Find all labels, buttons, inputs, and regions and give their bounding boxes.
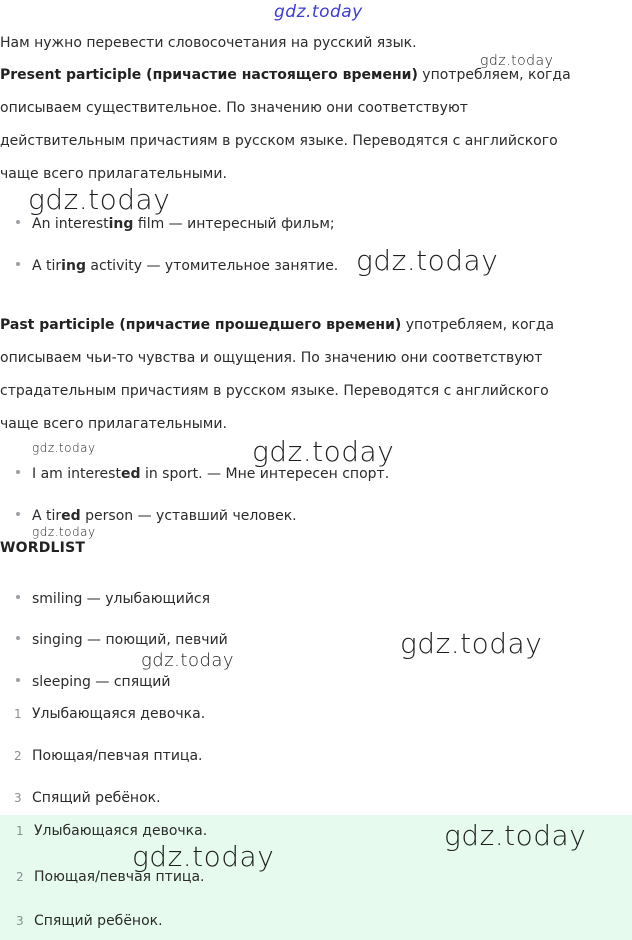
watermark: gdz.today bbox=[132, 840, 275, 873]
present-participle-paragraph bbox=[0, 59, 620, 191]
answer-item: 1 Улыбающаяся девочка. bbox=[16, 823, 208, 839]
watermark: gdz.today bbox=[28, 183, 171, 216]
list-item: I am interested in sport. — Мне интересен спорт. bbox=[16, 466, 389, 482]
watermark: gdz.today bbox=[141, 650, 235, 671]
present-line3: действительным причастиям в русском языке. Переводятся с английского bbox=[0, 133, 558, 149]
present-line4: чаще всего прилагательными. bbox=[0, 166, 227, 182]
bullet-icon bbox=[16, 678, 20, 682]
list-item: singing — поющий, певчий bbox=[16, 632, 228, 648]
watermark: gdz.today bbox=[252, 435, 395, 468]
list-item: sleeping — спящий bbox=[16, 674, 171, 690]
watermark: gdz.today bbox=[400, 627, 543, 660]
list-item: A tired person — уставший человек. bbox=[16, 508, 297, 524]
numbered-item: 3 Спящий ребёнок. bbox=[14, 790, 161, 806]
numbered-item: 1 Улыбающаяся девочка. bbox=[14, 706, 206, 722]
past-line2: описываем чьи-то чувства и ощущения. По значению они соответствуют bbox=[0, 350, 543, 366]
watermark: gdz.today bbox=[32, 441, 96, 455]
bullet-icon bbox=[16, 262, 20, 266]
present-line1: употребляем, когда bbox=[422, 67, 571, 83]
watermark: gdz.today bbox=[32, 525, 96, 539]
past-participle-term: Past participle (причастие прошедшего времени) bbox=[0, 317, 402, 333]
past-line1: употребляем, когда bbox=[405, 317, 555, 333]
list-item: smiling — улыбающийся bbox=[16, 591, 210, 607]
list-item: An interesting film — интересный фильм; bbox=[16, 216, 335, 232]
wordlist-heading: WORDLIST bbox=[0, 540, 86, 556]
bullet-icon bbox=[16, 220, 20, 224]
answer-item: 3 Спящий ребёнок. bbox=[16, 913, 163, 929]
watermark: gdz.today bbox=[356, 244, 499, 277]
answer-item: 2 Поющая/певчая птица. bbox=[16, 869, 205, 885]
past-participle-paragraph bbox=[0, 309, 620, 441]
bullet-icon bbox=[16, 512, 20, 516]
bullet-icon bbox=[16, 595, 20, 599]
numbered-item: 2 Поющая/певчая птица. bbox=[14, 748, 203, 764]
present-line2: описываем существительное. По значению они соответствуют bbox=[0, 100, 468, 116]
past-line3: страдательным причастиям в русском языке. Переводятся с английского bbox=[0, 383, 549, 399]
intro-text: Нам нужно перевести словосочетания на русский язык. bbox=[0, 35, 417, 51]
site-logo[interactable]: gdz.today bbox=[274, 2, 363, 22]
watermark: gdz.today bbox=[480, 53, 554, 69]
bullet-icon bbox=[16, 470, 20, 474]
present-participle-term: Present participle (причастие настоящего времени) bbox=[0, 67, 418, 83]
watermark: gdz.today bbox=[444, 819, 587, 852]
list-item: A tiring activity — утомительное занятие. bbox=[16, 258, 338, 274]
past-line4: чаще всего прилагательными. bbox=[0, 416, 227, 432]
bullet-icon bbox=[16, 636, 20, 640]
